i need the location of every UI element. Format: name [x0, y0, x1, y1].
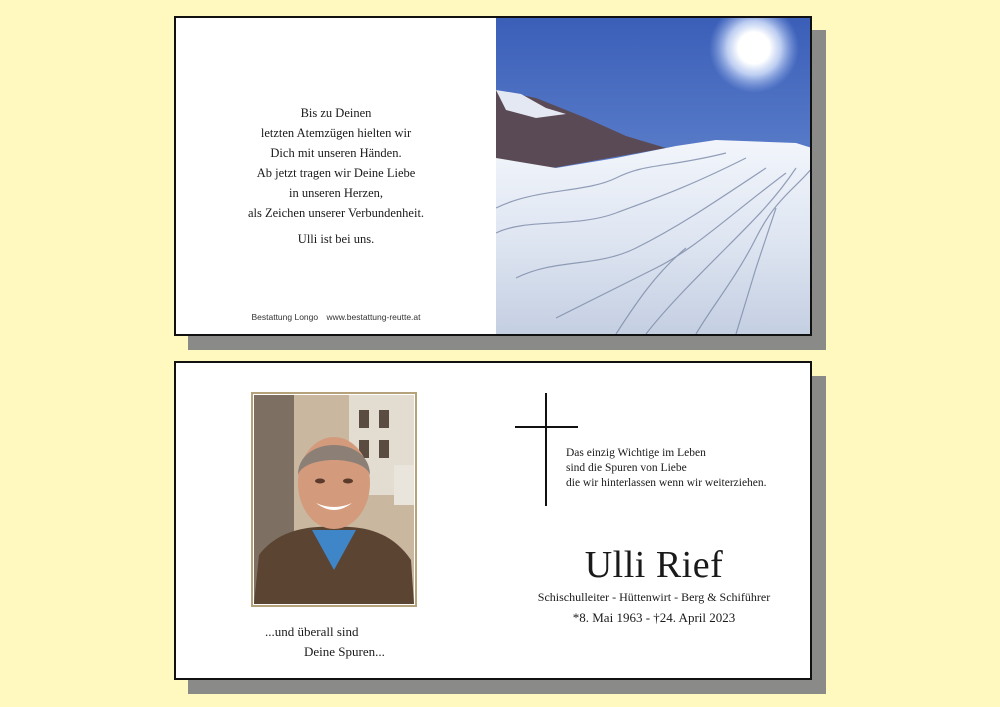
snow-slope-photo	[496, 18, 812, 334]
life-dates: *8. Mai 1963 - †24. April 2023	[572, 610, 736, 625]
verse-text	[176, 103, 496, 249]
verse-line: in unseren Herzen,	[288, 186, 384, 200]
quote-line: die wir hinterlassen wenn wir weiterziehen.	[566, 477, 767, 489]
occupation-line: Schischulleiter - Hüttenwirt - Berg & Schiführer	[537, 590, 771, 604]
verse-line: als Zeichen unserer Verbundenheit.	[247, 206, 425, 220]
tagline-line-1: ...und überall sind	[265, 624, 359, 639]
funeral-home-imprint	[176, 312, 496, 322]
tagline-line-2: Deine Spuren...	[304, 644, 385, 659]
funeral-home-website: www.bestattung-reutte.at	[326, 312, 421, 322]
verse-line: Dich mit unseren Händen.	[270, 146, 402, 160]
deceased-name: Ulli Rief	[584, 544, 724, 586]
funeral-home-name: Bestattung Longo	[251, 312, 319, 322]
quote-line: Das einzig Wichtige im Leben	[566, 447, 706, 459]
memorial-card-front	[174, 16, 812, 336]
memorial-quote	[566, 446, 767, 491]
verse-closing: Ulli ist bei uns.	[297, 232, 375, 246]
quote-line: sind die Spuren von Liebe	[566, 462, 687, 474]
portrait-photo	[254, 395, 414, 604]
cross-icon	[545, 393, 547, 506]
memorial-card-back	[174, 361, 812, 680]
verse-line: letzten Atemzügen hielten wir	[260, 126, 412, 140]
verse-line: Bis zu Deinen	[300, 106, 372, 120]
cross-icon-bar	[515, 426, 578, 428]
portrait-frame	[251, 392, 417, 607]
verse-line: Ab jetzt tragen wir Deine Liebe	[256, 166, 416, 180]
